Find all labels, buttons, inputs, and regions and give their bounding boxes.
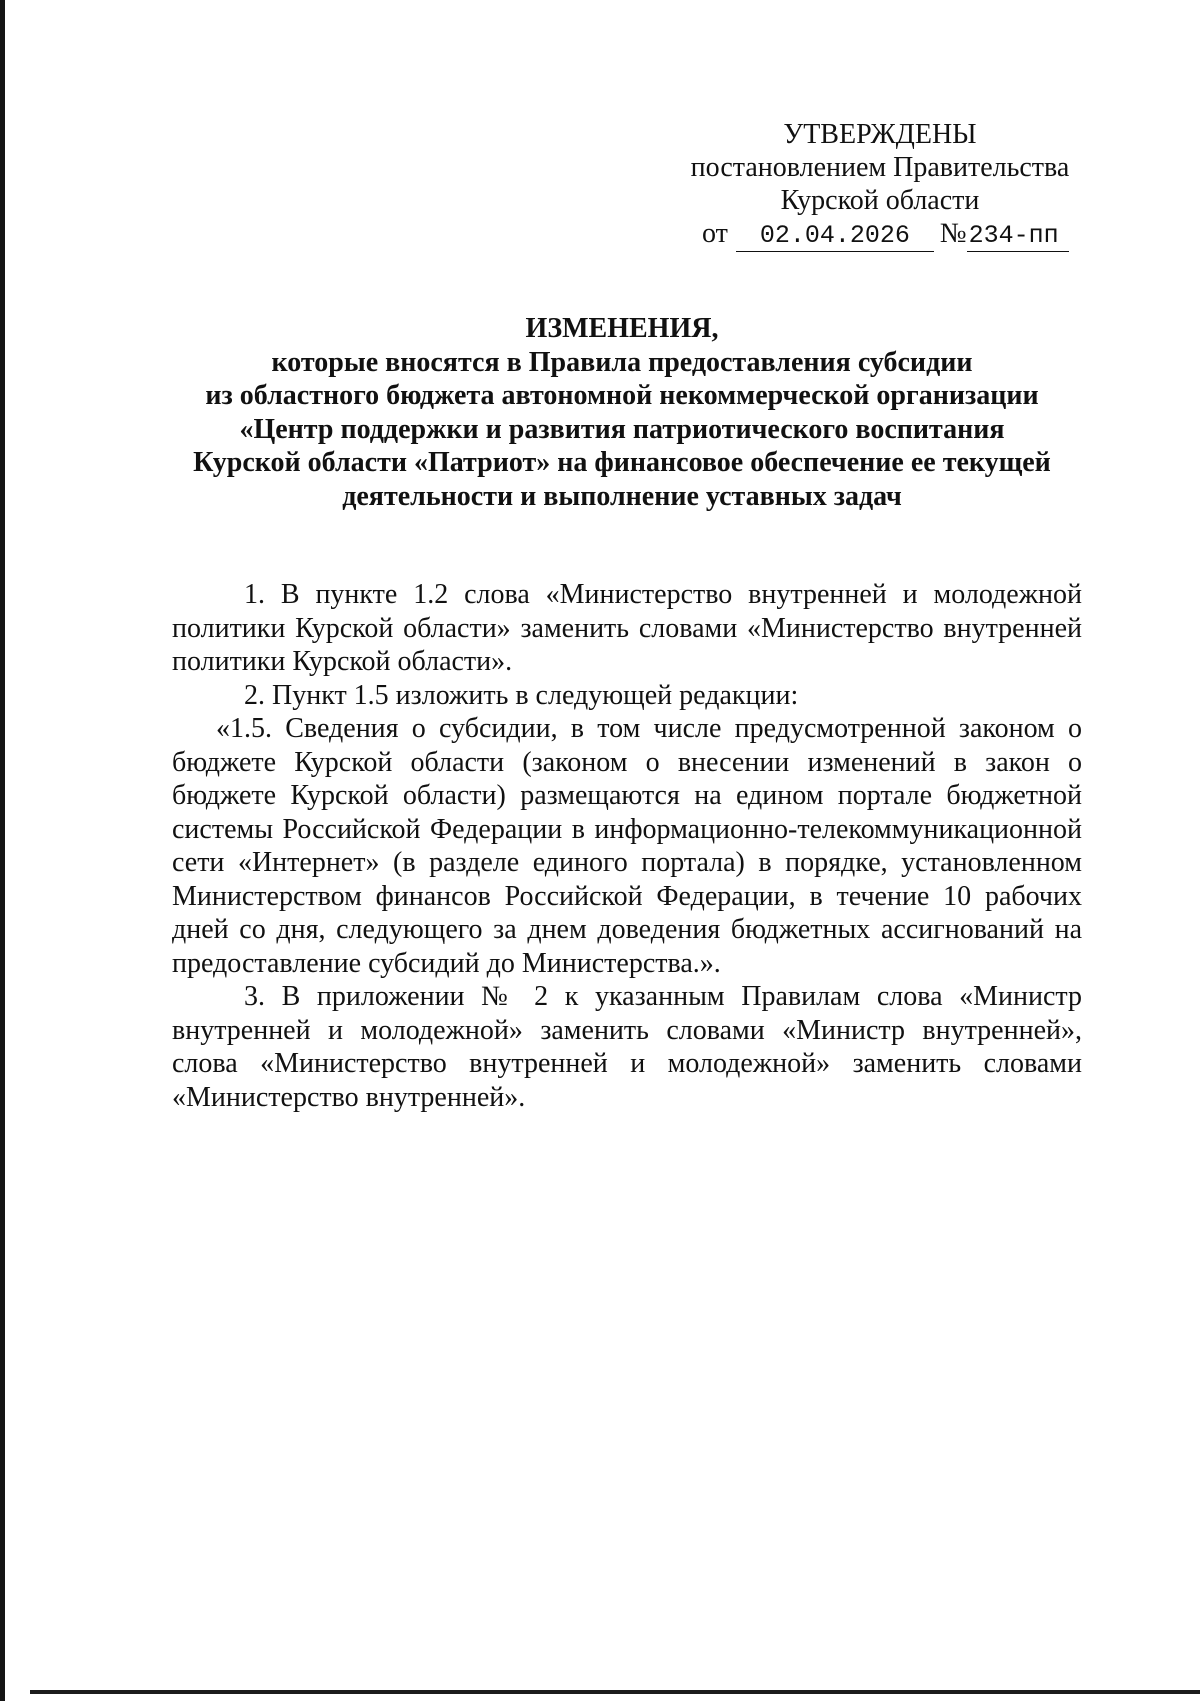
body-paragraph-quoted-1-5: «1.5. Сведения о субсидии, в том числе предусмотренной законом о бюджете Курской области (законом о внесении изменений в закон о бюджете Курской области) размещаются на едином портале бюджетной системы Российской Федерации в информационно-телекоммуникационной сети «Интернет» (в разделе единого портала) в порядке, установленном Министерством финансов Российской Федерации, в течение 10 рабочих дней со дня, следующего за днем доведения бюджетных ассигнований на предоставление субсидий до Министерства.». (172, 713, 1082, 979)
scan-border-left (0, 0, 5, 1701)
title-line: «Центр поддержки и развития патриотического воспитания (239, 413, 1005, 445)
document-body (172, 578, 1082, 1114)
approval-date-line (680, 217, 1080, 252)
approval-from-label: от (702, 218, 728, 249)
title-line: деятельности и выполнение уставных задач (342, 480, 902, 512)
body-paragraph-2: 2. Пункт 1.5 изложить в следующей редакции: (244, 679, 799, 711)
approval-number-label: № (939, 218, 967, 249)
scan-border-bottom (30, 1690, 1200, 1694)
title-line: из областного бюджета автономной некоммерческой организации (205, 380, 1039, 411)
title-line: Курской области «Патриот» на финансовое обеспечение ее текущей (193, 447, 1051, 478)
title-line: которые вносятся в Правила предоставления субсидии (271, 346, 973, 378)
approval-heading: УТВЕРЖДЕНЫ (783, 119, 977, 150)
approval-number-value: 234-пп (967, 221, 1069, 252)
approval-line-1: постановлением Правительства (690, 152, 1070, 183)
approval-date-value: 02.04.2026 (736, 221, 934, 252)
body-paragraph-3: 3. В приложении № 2 к указанным Правилам слова «Министр внутренней и молодежной» заменить словами «Министр внутренней», слова «Министерство внутренней и молодежной» заменить словами «Министерство внутренней». (172, 981, 1082, 1113)
document-title (172, 312, 1072, 513)
approval-stamp-block (680, 118, 1080, 252)
body-paragraph-1: 1. В пункте 1.2 слова «Министерство внутренней и молодежной политики Курской области» заменить словами «Министерство внутренней политики Курской области». (172, 579, 1082, 677)
title-heading: ИЗМЕНЕНИЯ, (525, 313, 719, 344)
approval-line-2: Курской области (780, 185, 980, 216)
